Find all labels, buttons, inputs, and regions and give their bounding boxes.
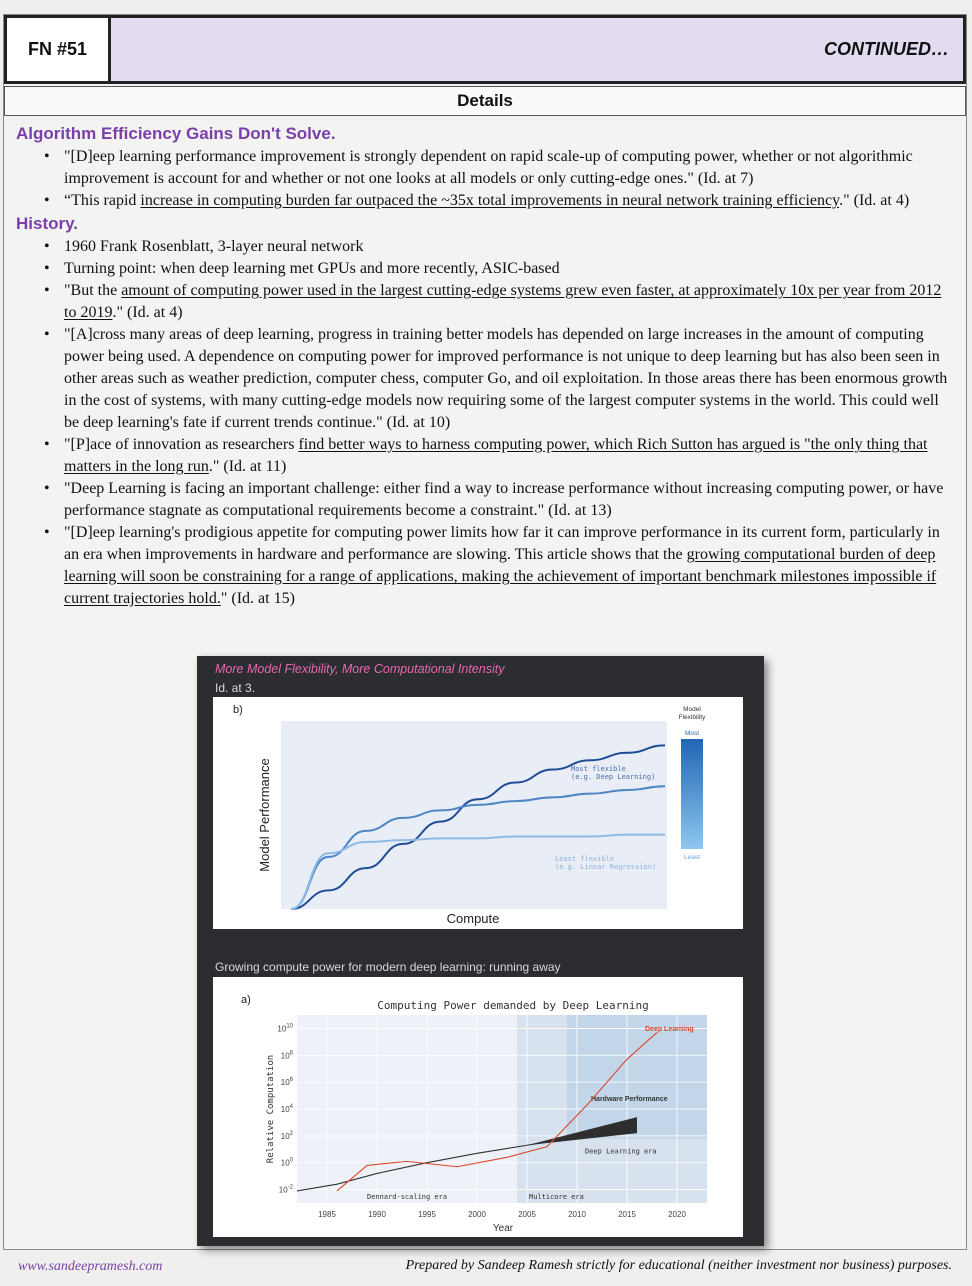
annotation-most-flexible: Most flexible (e.g. Deep Learning) [571, 765, 656, 781]
chart-computing-power-svg [213, 977, 743, 1237]
bullet-item: • “This rapid increase in computing burden far outpaced the ~35x total improvements in neural network training efficiency." (Id. at 4) [64, 190, 956, 212]
bullet-item: • "[P]ace of innovation as researchers find better ways to harness computing power, which Rich Sutton has argued is "the only thing that matters in the long run." (Id. at 11) [64, 434, 956, 478]
chart-computing-power [213, 977, 743, 1237]
bullet-item: • "[A]cross many areas of deep learning, progress in training better models has depended on large increases in the amount of computing power being used. A dependence on computing power for improved performance is not unique to deep learning but has also been seen in other areas such as weather prediction, computer chess, computer Go, and oil exploitation. In those areas there has been enormous growth in the cost of systems, with many cutting-edge models now requiring some of the largest computer systems in the world. This could well be deep learning's fate if current trends continue." (Id. at 10) [64, 324, 956, 434]
x-tick-label: 2020 [668, 1210, 686, 1219]
y-tick-label: $10^2$ [280, 1130, 293, 1141]
bullet-item: • "[D]eep learning's prodigious appetite for computing power limits how far it can improve performance in its current form, particularly in an era when improvements in hardware and performance are slowing. This article shows that the growing computational burden of deep learning will soon be constraining for a range of applications, making the achievement of important benchmark milestones impossible if current trajectories hold." (Id. at 15) [64, 522, 956, 610]
legend-top-label: Most [684, 730, 700, 737]
series-label-deep-learning: Deep Learning [645, 1026, 694, 1034]
figure-caption-flexibility: More Model Flexibility, More Computational Intensity [215, 662, 505, 676]
x-axis-label: Year [492, 1223, 514, 1234]
bullet-list [16, 146, 956, 212]
legend-bottom-label: Least [684, 854, 700, 861]
bullet-item: • "Deep Learning is facing an important challenge: either find a way to increase performance without increasing computing power, or have performance stagnate as computational requirements become a constraint." (Id. at 13) [64, 478, 956, 522]
x-tick-label: 2005 [518, 1210, 536, 1219]
figure-citation: Id. at 3. [215, 681, 256, 695]
y-axis-label: Model Performance [257, 758, 272, 872]
legend-colorbar [681, 739, 703, 849]
chart-model-flexibility-svg [213, 697, 743, 929]
footer-disclaimer: Prepared by Sandeep Ramesh strictly for educational (neither investment nor business) purposes. [405, 1258, 952, 1273]
era-label-deep-learning: Deep Learning era [585, 1147, 657, 1156]
plot-background [281, 721, 667, 909]
continued-label: CONTINUED… [824, 39, 949, 59]
annotation-least-flexible: Least flexible (e.g. Linear Regression) [555, 855, 657, 871]
section-heading: Algorithm Efficiency Gains Don't Solve. [16, 124, 336, 143]
legend-title: Model Flexibility [678, 706, 706, 721]
y-tick-label: $10^{10}$ [277, 1023, 293, 1034]
panel-label: b) [233, 704, 243, 716]
y-tick-label: $10^{-2}$ [278, 1184, 293, 1195]
figure-caption-compute: Growing compute power for modern deep learning: running away [215, 960, 561, 974]
details-heading: Details [4, 86, 966, 116]
x-axis-label: Compute [446, 911, 500, 926]
figure-panel [197, 656, 764, 1246]
x-tick-label: 1990 [368, 1210, 386, 1219]
y-tick-label: $10^6$ [280, 1077, 293, 1088]
era-label-dennard: Dennard-scaling era [367, 1193, 448, 1201]
page-header [4, 15, 966, 84]
footer-website-link[interactable]: www.sandeepramesh.com [18, 1259, 163, 1274]
bullet-item: • Turning point: when deep learning met GPUs and more recently, ASIC-based [64, 258, 956, 280]
section-heading: History. [16, 214, 79, 233]
bullet-item: • "But the amount of computing power used in the largest cutting-edge systems grew even faster, at approximately 10x per year from 2012 to 2019." (Id. at 4) [64, 280, 956, 324]
x-tick-label: 2010 [568, 1210, 586, 1219]
chart-title: Computing Power demanded by Deep Learning [377, 999, 649, 1012]
bullet-list [16, 236, 956, 610]
y-tick-label: $10^8$ [280, 1050, 293, 1061]
bullet-item: • "[D]eep learning performance improvement is strongly dependent on rapid scale-up of computing power, whether or not algorithmic improvement is account for and whether or not one looks at all models or only cutting-edge ones." (Id. at 7) [64, 146, 956, 190]
series-label-hardware: Hardware Performance [591, 1095, 668, 1103]
era-label-multicore: Multicore era [529, 1193, 584, 1201]
y-tick-label: $10^4$ [280, 1104, 293, 1114]
y-axis-label: Relative Computation [266, 1054, 276, 1164]
x-tick-label: 2000 [468, 1210, 486, 1219]
bullet-item: • 1960 Frank Rosenblatt, 3-layer neural network [64, 236, 956, 258]
x-tick-label: 2015 [618, 1210, 636, 1219]
y-tick-label: $10^0$ [280, 1157, 293, 1168]
chart-model-flexibility [213, 697, 743, 929]
x-tick-label: 1995 [418, 1210, 436, 1219]
x-tick-label: 1985 [318, 1210, 336, 1219]
panel-label: a) [241, 994, 251, 1006]
notes-content [16, 122, 956, 610]
footnote-number: FN #51 [7, 18, 111, 81]
